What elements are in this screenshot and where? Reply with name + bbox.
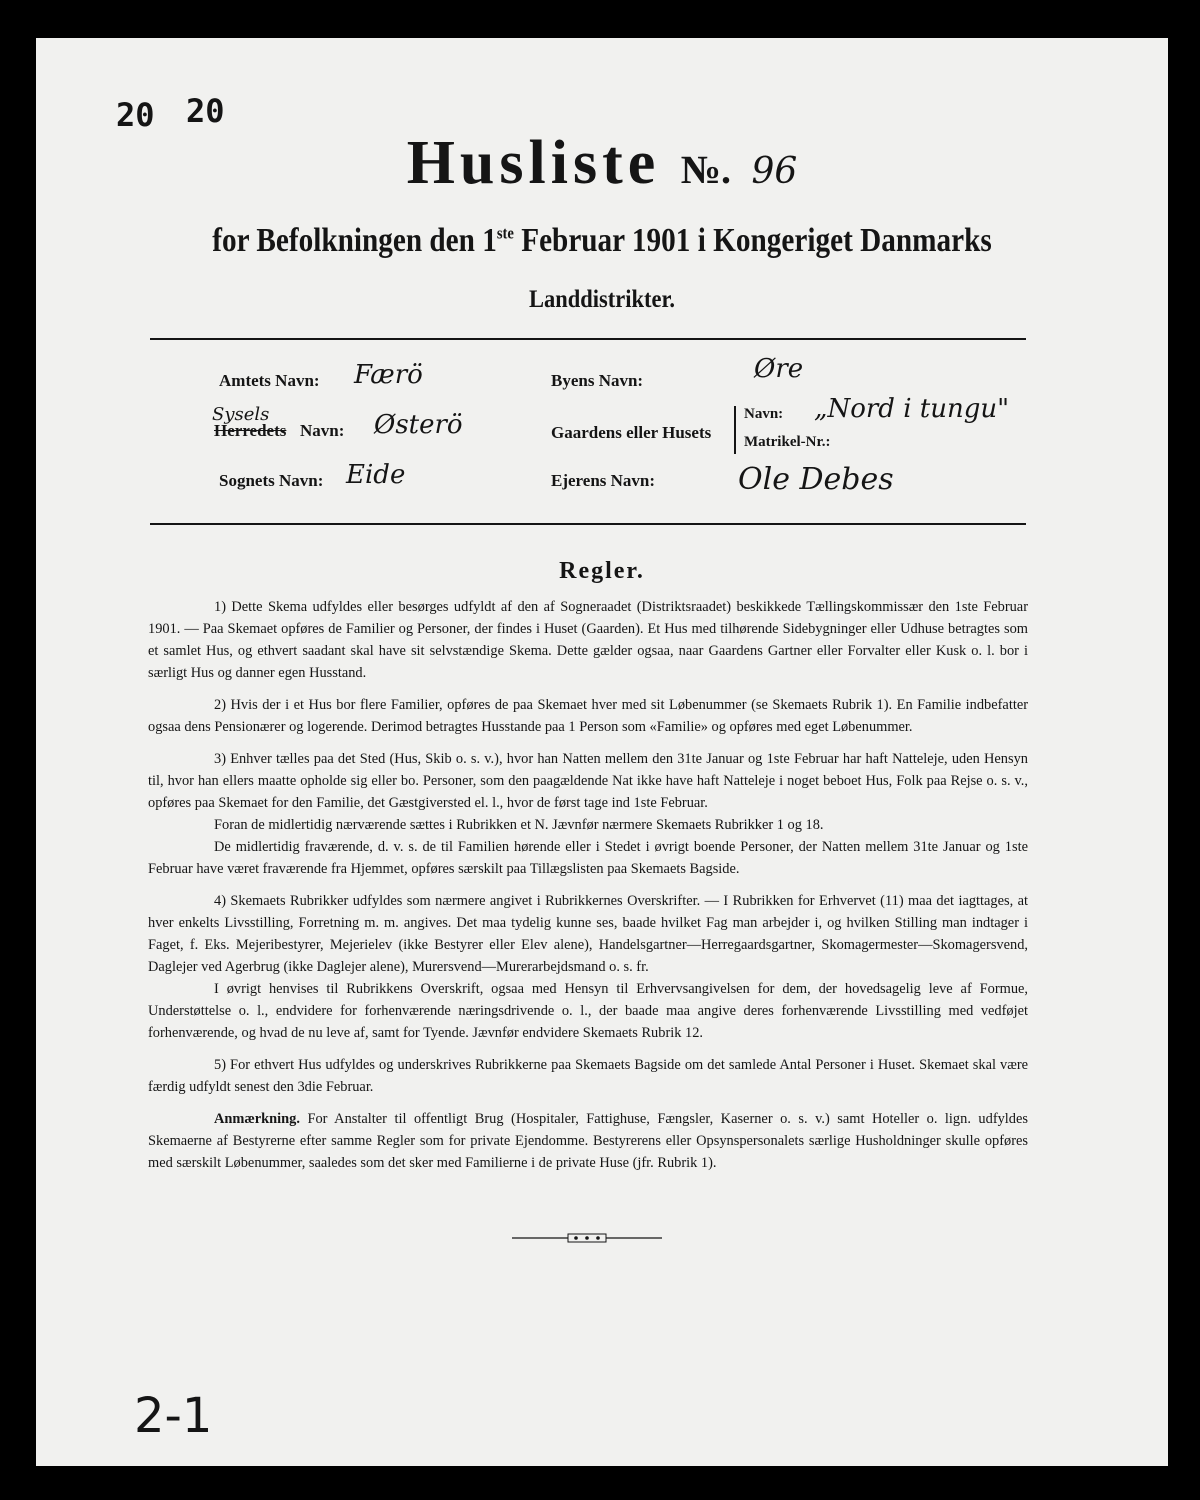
subtitle-pre: for Befolkningen den 1: [212, 222, 497, 259]
subtitle-post: Februar 1901 i Kongeriget Danmarks: [513, 222, 992, 259]
rule-paragraph-2: 2) Hvis der i et Hus bor flere Familier, opføres de paa Skemaet hver med sit Løbenummer (se Skemaets Rubrik 1). En Familie indbefatter ogsaa dens Pensionærer og logerende. Derimod betragtes Husstande paa 1 Person som «Familie» og opføres med eget Løbenummer.: [148, 697, 1028, 735]
title-text: Husliste: [406, 129, 661, 197]
navn-value: „Nord i tungu": [814, 394, 1010, 424]
navn-label: Navn:: [744, 406, 784, 422]
rule-paragraph-5: 5) For ethvert Hus udfyldes og underskrives Rubrikkerne paa Skemaets Bagside om det samlede Antal Personer i Huset. Skemaet skal være færdig udfyldt senest den 3die Februar.: [148, 1057, 1028, 1095]
rules-heading: Regler.: [559, 558, 645, 584]
house-number-handwritten: 96: [751, 151, 798, 192]
rule-paragraph-3-cont-b: De midlertidig fraværende, d. v. s. de til Familien hørende eller i Stedet i øvrigt boende Personer, der Natten mellem 31te Januar og 1ste Februar have været fraværende fra Hjemmet, opføres særskilt paa Tillægslisten paa Skemaets Bagside.: [148, 839, 1028, 877]
ejer-value: Ole Debes: [738, 462, 894, 497]
gaard-brace: [734, 406, 736, 454]
subtitle: [115, 222, 1089, 260]
herred-value: Østerö: [374, 410, 463, 440]
note-text: For Anstalter til offentligt Brug (Hospitaler, Fattighuse, Fængsler, Kaserner o. s. v.) samt Hoteller o. lign. udfyldes Skemaerne af Bestyrerne efter samme Regler som for private Ejendomme. Bestyrerens eller Opsynspersonalets særlige Husholdninger skulle opføres med særskilt Løbenummer, saaledes som det sker med Familierne i de private Huse (jfr. Rubrik 1).: [148, 1111, 1028, 1171]
stamp-number-left: 20: [116, 96, 155, 134]
page-title: [36, 128, 1168, 199]
bottom-divider: [150, 523, 1026, 525]
herred-label-suffix: Navn:: [300, 421, 345, 440]
stamp-number-right: 20: [186, 92, 225, 130]
rule-paragraph-4-cont: I øvrigt henvises til Rubrikkens Overskrift, ogsaa med Hensyn til Erhvervsangivelsen for dem, der hovedsagelig leve af Formue, Understøttelse o. l., endvidere for forhenværende næringsdrivende o. l., der baade maa angive deres forhenværende Livsstilling med vedføjet forhenværende, og hvad de nu leve af, samt for Tyende. Jævnfør endvidere Skemaets Rubrik 12.: [148, 981, 1028, 1041]
gaard-label: Gaardens eller Husets: [551, 423, 712, 442]
ornament-divider: [512, 1232, 662, 1244]
herred-handwritten-label: Sysels: [212, 404, 270, 425]
amt-label: Amtets Navn:: [219, 371, 320, 390]
pencil-annotation: 2-1: [134, 1388, 213, 1444]
note-label: Anmærkning.: [214, 1111, 300, 1127]
rule-paragraph-4: 4) Skemaets Rubrikker udfyldes som nærmere angivet i Rubrikkernes Overskrifter. — I Rubrikken for Erhvervet (11) maa det iagttages, at hver enkelts Livsstilling, Forretning m. m. angives. Det maa tydelig kunne ses, baade hvilket Fag man arbejder i, og hvilken Stilling man indtager i Faget, f. Eks. Mejeribestyrer, Mejerielev (ikke Bestyrer eller Elev alene), Handelsgartner—Herregaardsgartner, Skomagermester—Skomagersvend, Daglejer ved Agerbrug (ikke Daglejer alene), Murersvend—Murerarbejdsmand o. s. fr.: [148, 893, 1028, 975]
top-divider: [150, 338, 1026, 340]
sogn-label: Sognets Navn:: [219, 471, 324, 490]
census-form-page: [36, 38, 1168, 1466]
district-heading: Landdistrikter.: [528, 286, 676, 313]
number-prefix: №.: [680, 147, 731, 192]
by-value: Øre: [754, 354, 804, 384]
matrikel-label: Matrikel-Nr.:: [744, 434, 831, 450]
rules-body: [148, 596, 1028, 1184]
ejer-label: Ejerens Navn:: [551, 471, 656, 490]
sogn-value: Eide: [346, 460, 406, 490]
note-paragraph: [148, 1108, 1028, 1174]
amt-value: Færö: [354, 360, 423, 390]
rule-paragraph-1: 1) Dette Skema udfyldes eller besørges udfyldt af den af Sogneraadet (Distriktsraadet) beskikkede Tællingskommissær den 1ste Februar 1901. — Paa Skemaet opføres de Familier og Personer, der findes i Huset (Gaarden). Et Hus med tilhørende Sidebygninger eller Udhuse betragtes som et samlet Hus, og ethvert saadant skal have sit selvstændige Skema. Dette gælder ogsaa, naar Gaardens Gartner eller Forvalter eller Kusk o. l. bor i særligt Hus og danner egen Husstand.: [148, 599, 1028, 681]
subtitle-sup: ste: [496, 223, 514, 243]
rule-paragraph-3: 3) Enhver tælles paa det Sted (Hus, Skib o. s. v.), hvor han Natten mellem den 31te Januar og 1ste Februar har haft Natteleje, uden Hensyn til, hvor han ellers maatte opholde sig eller bo. Personer, som den paagældende Nat ikke have haft Natteleje i noget beboet Hus, Folk paa Rejse o. s. v., opføres paa Skemaet for den Familie, det Gæstgiversted el. l., hvor de først tage ind 1ste Februar.: [148, 751, 1028, 811]
by-label: Byens Navn:: [551, 371, 644, 390]
rule-paragraph-3-cont-a: Foran de midlertidig nærværende sættes i Rubrikken et N. Jævnfør nærmere Skemaets Rubrikker 1 og 18.: [214, 817, 824, 833]
herred-label-struck: Herredets: [214, 421, 287, 440]
